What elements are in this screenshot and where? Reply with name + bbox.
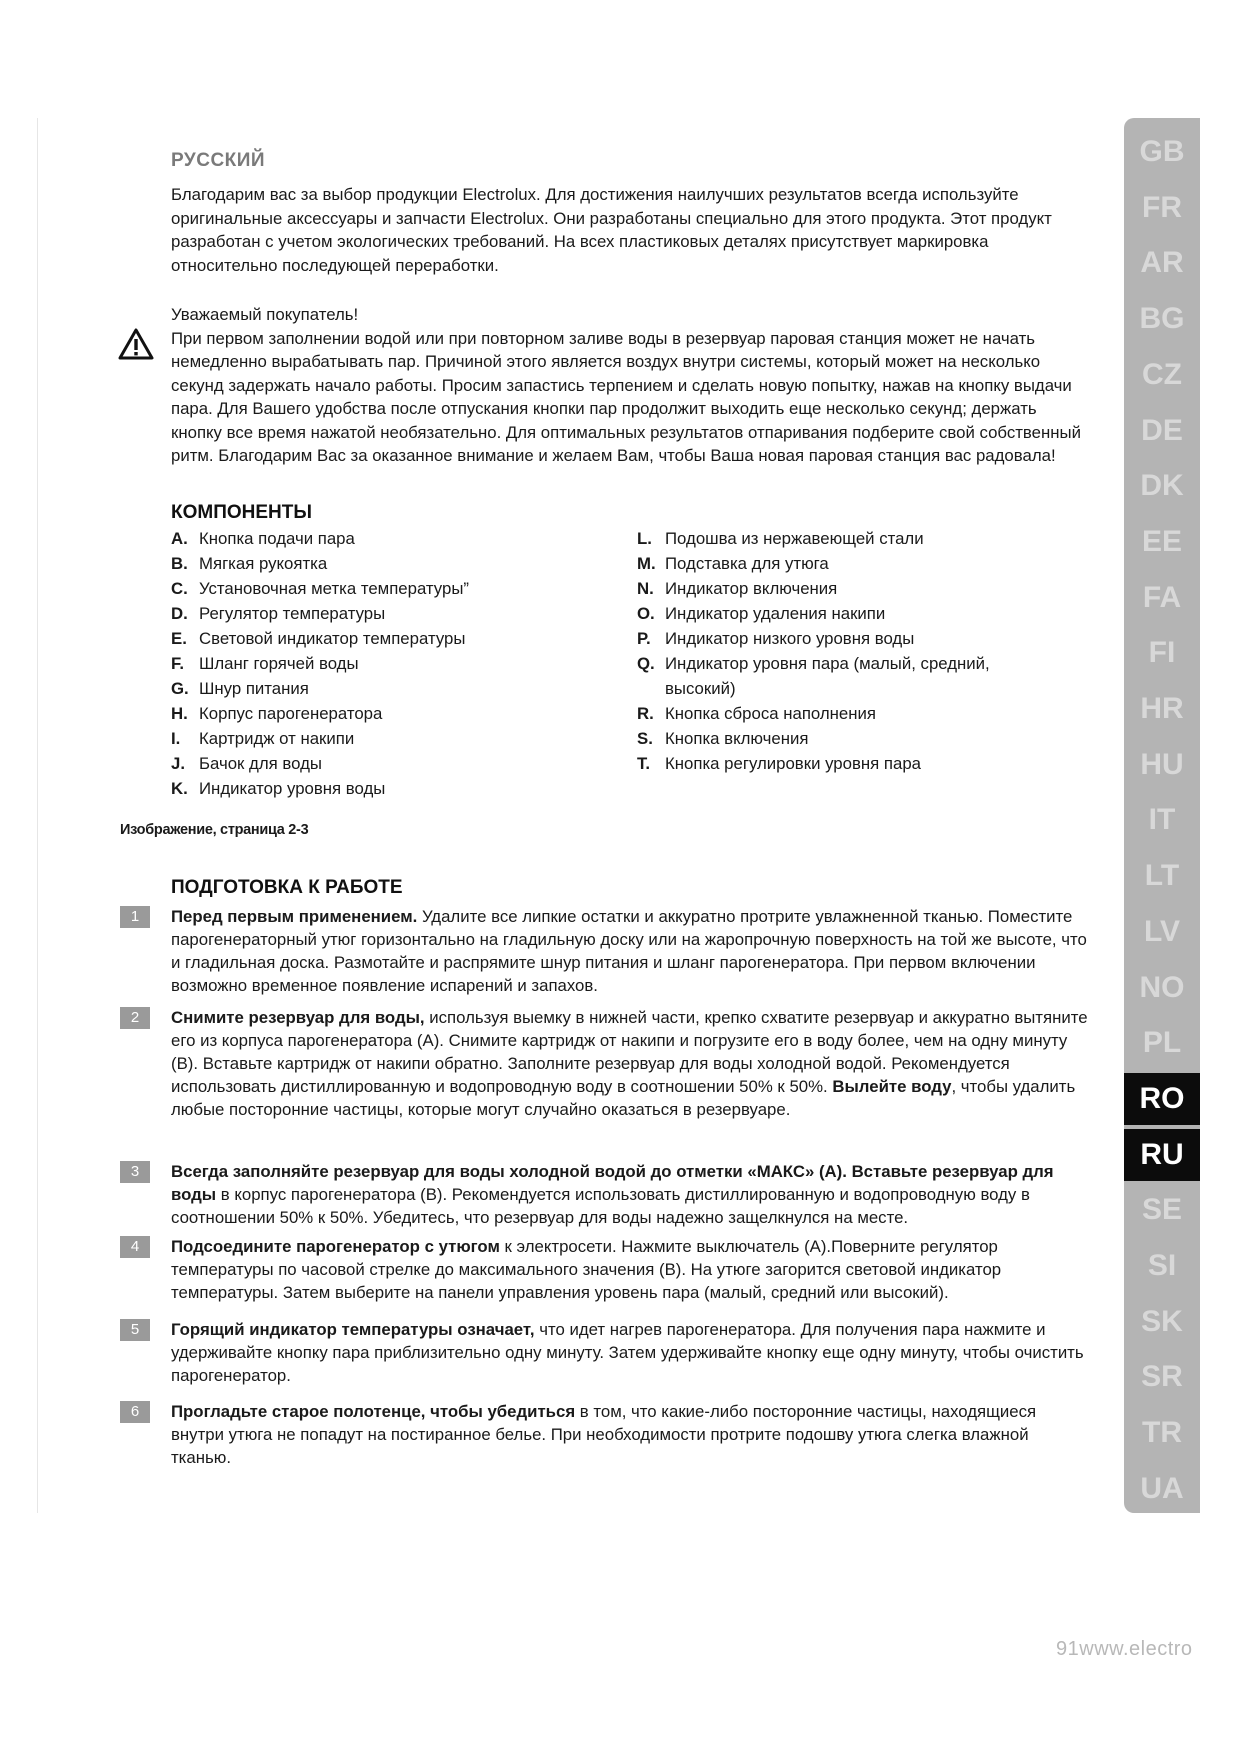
language-tab-gb[interactable]: GB [1139, 135, 1185, 168]
step-bold-lead: Прогладьте старое полотенце, чтобы убедиться [171, 1402, 576, 1421]
component-text: Индикатор удаления накипи [665, 604, 886, 623]
component-text: Индикатор уровня пара (малый, средний, высокий) [665, 654, 990, 698]
component-text: Шланг горячей воды [199, 654, 359, 673]
component-text: Индикатор уровня воды [199, 779, 386, 798]
step-body: Удалите все липкие остатки и аккуратно протрите увлажненной тканью. Поместите парогенераторный утюг горизонтально на гладильную доску или на жаропрочную поверхность на той же высоте, что и гладильная доска. Размотайте и распрямите шнур питания и шланг парогенератора. При первом включении возможно временное появление испарений и запахов. [171, 907, 1087, 995]
component-text: Подставка для утюга [665, 554, 829, 573]
component-item [637, 651, 1057, 701]
page-footer: 91www.electro [1056, 1638, 1193, 1660]
language-tab-cz[interactable]: CZ [1142, 357, 1182, 391]
step-text [171, 1160, 1091, 1229]
component-text: Индикатор включения [665, 579, 838, 598]
component-letter: A. [171, 529, 188, 548]
component-item [171, 751, 611, 776]
component-text: Световой индикатор температуры [199, 629, 466, 648]
step-number-badge: 6 [120, 1401, 150, 1423]
component-item [637, 576, 1057, 601]
step-body: в том, что какие-либо посторонние частицы, находящиеся внутри утюга не попадут на постиранное белье. При необходимости протрите подошву утюга слегка влажной тканью. [171, 1402, 1037, 1467]
component-letter: M. [637, 554, 656, 573]
language-tab-ee[interactable]: EE [1141, 524, 1183, 558]
step-body: в корпус парогенератора (B). Рекомендуется использовать дистиллированную и водопроводную воду в соотношении 50% к 50%. Убедитесь, что резервуар для воды надежно защелкнулся на месте. [171, 1185, 1030, 1227]
step-bold-lead: Всегда заполняйте резервуар для воды холодной водой до отметки «МАКС» (A). Вставьте резервуар для воды [171, 1162, 1054, 1204]
component-text: Кнопка регулировки уровня пара [665, 754, 921, 773]
component-letter: G. [171, 679, 189, 698]
component-letter: S. [637, 729, 653, 748]
component-letter: R. [637, 704, 654, 723]
step-bold-lead: Перед первым применением. [171, 907, 418, 926]
language-tab-bg[interactable]: BG [1139, 302, 1185, 336]
component-item [171, 776, 611, 801]
component-letter: I. [171, 729, 181, 748]
language-tab-si[interactable]: SI [1147, 1249, 1177, 1282]
component-letter: N. [637, 579, 654, 598]
language-tab-ua[interactable]: UA [1140, 1471, 1184, 1505]
customer-notice [171, 303, 1091, 468]
component-letter: K. [171, 779, 188, 798]
step-text [171, 1318, 1091, 1387]
component-letter: O. [637, 604, 655, 623]
component-item [171, 601, 611, 626]
component-text: Бачок для воды [199, 754, 322, 773]
step-text [171, 1400, 1091, 1469]
component-text: Установочная метка температуры” [199, 579, 469, 598]
component-text: Кнопка включения [665, 729, 809, 748]
language-tab-pl[interactable]: PL [1142, 1026, 1182, 1060]
component-letter: H. [171, 704, 188, 723]
language-tab-fa[interactable]: FA [1142, 580, 1182, 614]
component-text: Корпус парогенератора [199, 704, 383, 723]
component-text: Кнопка подачи пара [199, 529, 355, 548]
language-tab-lt[interactable]: LT [1144, 859, 1180, 893]
language-tab-hu[interactable]: HU [1140, 747, 1184, 781]
component-item [171, 551, 611, 576]
step-number-badge: 3 [120, 1161, 150, 1183]
language-tab-no[interactable]: NO [1139, 970, 1185, 1004]
component-text: Регулятор температуры [199, 604, 386, 623]
language-tab-hr[interactable]: HR [1140, 692, 1184, 725]
preparation-heading: ПОДГОТОВКА К РАБОТЕ [171, 877, 403, 898]
components-list-right [637, 526, 1057, 776]
component-item [637, 526, 1057, 551]
components-list-left [171, 526, 611, 801]
language-tab-ru[interactable]: RU [1124, 1129, 1200, 1181]
component-text: Индикатор низкого уровня воды [665, 629, 915, 648]
component-item [171, 526, 611, 551]
language-tab-fr[interactable]: FR [1142, 190, 1182, 224]
language-tab-tr[interactable]: TR [1142, 1416, 1182, 1450]
component-item [637, 551, 1057, 576]
step-body-continued: , чтобы удалить любые посторонние частицы, которые могут случайно оказаться в резервуаре. [171, 1077, 1076, 1119]
step-number-badge: 2 [120, 1007, 150, 1029]
step-body: к электросети. Нажмите выключатель (A).Поверните регулятор температуры по часовой стрелке до максимального значения (B). На утюге загорится световой индикатор температуры. Затем выберите на панели управления уровень пара (малый, средний или высокий). [171, 1237, 1002, 1302]
step-bold-lead: Подсоедините парогенератор с утюгом [171, 1237, 500, 1256]
component-text: Подошва из нержавеющей стали [665, 529, 924, 548]
component-text: Кнопка сброса наполнения [665, 704, 876, 723]
component-text: Шнур питания [199, 679, 309, 698]
component-item [171, 576, 611, 601]
component-item [637, 601, 1057, 626]
language-tab-ar[interactable]: AR [1140, 246, 1184, 280]
language-tab-de[interactable]: DE [1141, 413, 1183, 447]
component-letter: B. [171, 554, 188, 573]
step-text [171, 1235, 1091, 1304]
step-body: используя выемку в нижней части, крепко схватите резервуар и аккуратно вытяните его из корпуса парогенератора (A). Снимите картридж от накипи и погрузите его в воду более, чем на одну минуту (B). Вставьте картридж от накипи обратно. Заполните резервуар для воды холодной водой. Рекомендуется использовать дистиллированную и водопроводную воду в соотношении 50% к 50%. [171, 1008, 1088, 1096]
step-number-badge: 1 [120, 906, 150, 928]
component-item [171, 626, 611, 651]
step-number-badge: 4 [120, 1236, 150, 1258]
component-letter: E. [171, 629, 187, 648]
step-bold-lead: Снимите резервуар для воды, [171, 1008, 425, 1027]
component-letter: J. [171, 754, 185, 773]
component-item [637, 751, 1057, 776]
notice-greeting: Уважаемый покупатель! [171, 305, 359, 324]
step-body: что идет нагрев парогенератора. Для получения пара нажмите и удерживайте кнопку пара приблизительно одну минуту. Затем удерживайте кнопку еще одну минуту, чтобы очистить парогенератор. [171, 1320, 1084, 1385]
notice-text: При первом заполнении водой или при повторном заливе воды в резервуар паровая станция может не начать немедленно вырабатывать пар. Причиной этого является воздух внутри системы, который может на несколько секунд задержать начало работы. Просим запастись терпением и сделать новую попытку, нажав на кнопку выдачи пара. Для Вашего удобства после отпускания кнопки пар продолжит выходить еще несколько секунд; держать кнопку все время нажатой необязательно. Для оптимальных результатов отпаривания подберите свой собственный ритм. Благодарим Вас за оказанное внимание и желаем Вам, чтобы Ваша новая паровая станция вас радовала! [171, 328, 1081, 465]
step-text [171, 1006, 1091, 1121]
component-letter: F. [171, 654, 185, 673]
language-tab-fi[interactable]: FI [1148, 636, 1176, 670]
components-heading: КОМПОНЕНТЫ [171, 502, 312, 523]
step-bold-inline: Вылейте воду [832, 1077, 952, 1096]
language-tab-dk[interactable]: DK [1140, 469, 1184, 503]
component-text: Картридж от накипи [199, 729, 355, 748]
component-letter: C. [171, 579, 188, 598]
language-tab-sk[interactable]: SK [1141, 1304, 1183, 1338]
language-tab-it[interactable]: IT [1148, 803, 1176, 837]
left-margin-rule [37, 118, 38, 1513]
step-number-badge: 5 [120, 1319, 150, 1341]
figure-reference: Изображение, страница 2-3 [120, 822, 309, 838]
component-item [171, 701, 611, 726]
component-letter: T. [637, 754, 651, 773]
warning-icon [118, 328, 154, 360]
component-letter: P. [637, 629, 651, 648]
component-item [637, 626, 1057, 651]
component-letter: Q. [637, 654, 655, 673]
component-item [171, 726, 611, 751]
component-item [637, 701, 1057, 726]
language-tab-sr[interactable]: SR [1141, 1360, 1183, 1394]
step-bold-lead: Горящий индикатор температуры означает, [171, 1320, 535, 1339]
component-item [171, 651, 611, 676]
section-title: РУССКИЙ [171, 150, 266, 171]
language-tab-ro[interactable]: RO [1124, 1073, 1200, 1125]
component-text: Мягкая рукоятка [199, 554, 328, 573]
language-tab-se[interactable]: SE [1141, 1193, 1183, 1227]
component-letter: L. [637, 529, 652, 548]
intro-paragraph: Благодарим вас за выбор продукции Electrolux. Для достижения наилучших результатов всегда используйте оригинальные аксессуары и запчасти Electrolux. Они разработаны специально для этого продукта. Этот продукт разработан с учетом экологических требований. На всех пластиковых деталях присутствует маркировка относительно последующей переработки. [171, 185, 1052, 275]
component-item [637, 726, 1057, 751]
language-tab-lv[interactable]: LV [1143, 914, 1181, 948]
component-letter: D. [171, 604, 188, 623]
component-item [171, 676, 611, 701]
step-text [171, 905, 1091, 997]
